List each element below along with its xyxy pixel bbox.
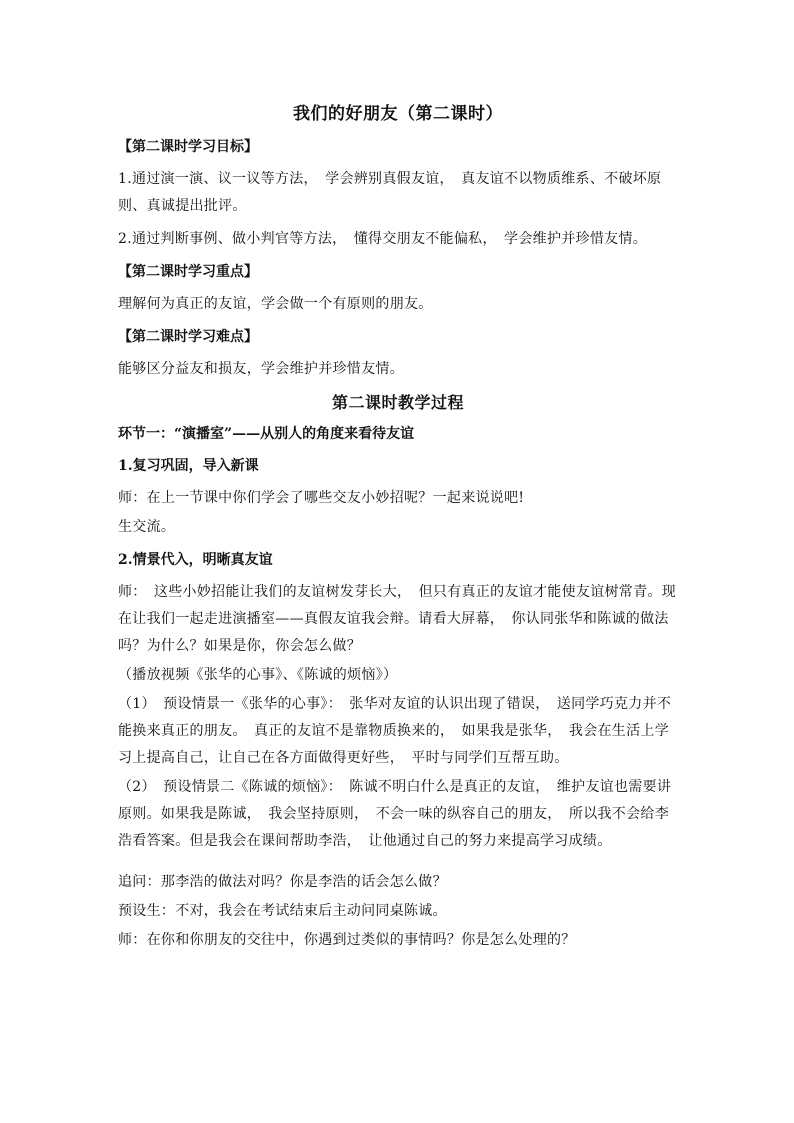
step-2-video-note: （播放视频《张华的心事》、《陈诚的烦恼》） [118,667,398,683]
step-2-heading: 2.情景代入，明晰真友谊 [118,552,273,568]
follow-up-question: 追问：那李浩的做法对吗？你是李浩的话会怎么做？ [118,874,447,890]
goals-heading: 【第二课时学习目标】 [118,139,258,155]
scenario-2-text: （2） 预设情景二《陈诚的烦恼》： 陈诚不明白什么是真正的友谊， 维护友谊也需要讲原则。如果我是陈诚， 我会坚持原则， 不会一味的纵容自己的朋友， 所以我不会给李浩看答案。但是我会在课间帮助李浩， 让他通过自己的努力来提高学习成绩。 [118,779,672,849]
step-2-teacher-text: 师： 这些小妙招能让我们的友谊树发芽长大， 但只有真正的友谊才能使友谊树常青。现在让我们一起走进演播室——真假友谊我会辩。请看大屏幕， 你认同张华和陈诚的做法吗？为什么？如果是你，你会怎么做？ [118,584,676,654]
key-points-heading: 【第二课时学习重点】 [118,264,258,280]
difficulty-text: 能够区分益友和损友，学会维护并珍惜友情。 [118,361,404,377]
goal-1-text: 1.通过演一演、议一议等方法， 学会辨别真假友谊， 真友谊不以物质维系、不破坏原则、真诚提出批评。 [118,171,662,214]
step-1-students-text: 生交流。 [118,519,176,535]
student-answer: 预设生：不对，我会在考试结束后主动问同桌陈诚。 [118,903,447,919]
key-points-text: 理解何为真正的友谊，学会做一个有原则的朋友。 [118,296,433,312]
scenario-1-text: （1） 预设情景一《张华的心事》： 张华对友谊的认识出现了错误， 送同学巧克力并不能换来真正的朋友。 真正的友谊不是靠物质换来的， 如果我是张华， 我会在生活上学习上提高自己，让自己在各方面做得更好些， 平时与同学们互帮互助。 [118,696,672,766]
step-1-heading: 1.复习巩固，导入新课 [118,458,259,474]
link-1-heading: 环节一：“演播室”——从别人的角度来看待友谊 [118,426,415,442]
difficulty-heading: 【第二课时学习难点】 [118,329,258,345]
step-1-teacher-text: 师：在上一节课中你们学会了哪些交友小妙招呢？一起来说说吧! [118,490,525,506]
process-title: 第二课时教学过程 [331,393,464,412]
goal-2-text: 2.通过判断事例、做小判官等方法， 懂得交朋友不能偏私， 学会维护并珍惜友情。 [118,231,648,247]
document-title: 我们的好朋友（第二课时） [293,104,503,124]
document-content [118,100,678,956]
teacher-question: 师：在你和你朋友的交往中，你遇到过类似的事情吗？你是怎么处理的？ [118,932,576,948]
